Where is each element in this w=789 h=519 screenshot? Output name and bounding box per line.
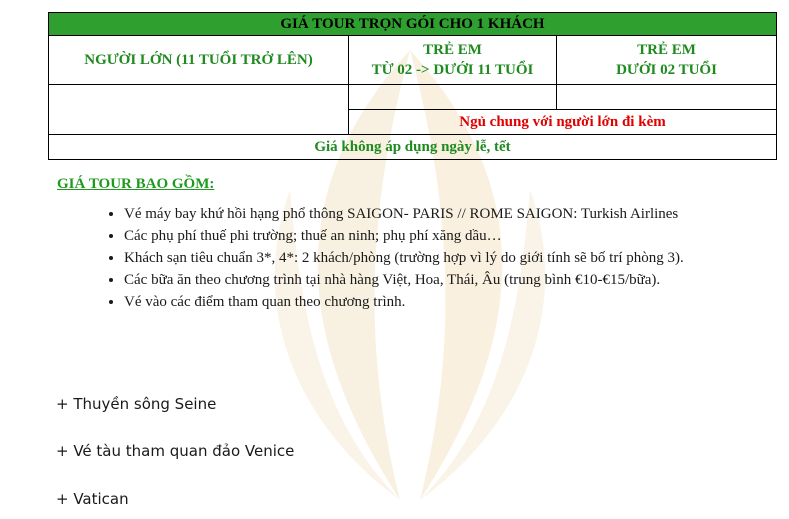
child-under-2-line2: DƯỚI 02 TUỔI: [616, 62, 717, 78]
child-under-2-price-cell: [557, 85, 777, 110]
child-2-11-line2: TỪ 02 -> DƯỚI 11 TUỔI: [371, 62, 534, 78]
tour-price-table: [48, 12, 777, 160]
list-item: • Vé máy bay khứ hồi hạng phổ thông SAIGON- PARIS // ROME SAIGON: Turkish Airlines: [124, 203, 784, 225]
extra-venice-boat: + Vé tàu tham quan đảo Venice: [56, 442, 295, 460]
child-under-2-column-header: [557, 36, 777, 85]
adult-price-cell: [49, 85, 349, 135]
child-2-11-line1: TRẺ EM: [423, 42, 482, 58]
list-item: • Các phụ phí thuế phi trường; thuế an ninh; phụ phí xăng dầu…: [124, 225, 784, 247]
list-item: • Vé vào các điểm tham quan theo chương trình.: [124, 291, 784, 313]
list-item: • Các bữa ăn theo chương trình tại nhà hàng Việt, Hoa, Thái, Âu (trung bình €10-€15/bữa).: [124, 269, 784, 291]
holiday-note: Giá không áp dụng ngày lễ, tết: [49, 135, 777, 160]
includes-list: [60, 203, 784, 313]
extra-vatican: + Vatican: [56, 490, 129, 508]
table-header: GIÁ TOUR TRỌN GÓI CHO 1 KHÁCH: [49, 13, 777, 36]
extra-seine-cruise: + Thuyền sông Seine: [56, 395, 217, 413]
adult-column-header: NGƯỜI LỚN (11 TUỔI TRỞ LÊN): [49, 36, 349, 85]
child-2-11-price-cell: [349, 85, 557, 110]
includes-title: GIÁ TOUR BAO GỒM:: [57, 176, 215, 192]
shared-bed-note: Ngủ chung với người lớn đi kèm: [349, 110, 777, 135]
child-under-2-line1: TRẺ EM: [637, 42, 696, 58]
child-2-11-column-header: [349, 36, 557, 85]
list-item: • Khách sạn tiêu chuẩn 3*, 4*: 2 khách/phòng (trường hợp vì lý do giới tính sẽ bố trí phòng 3).: [124, 247, 784, 269]
